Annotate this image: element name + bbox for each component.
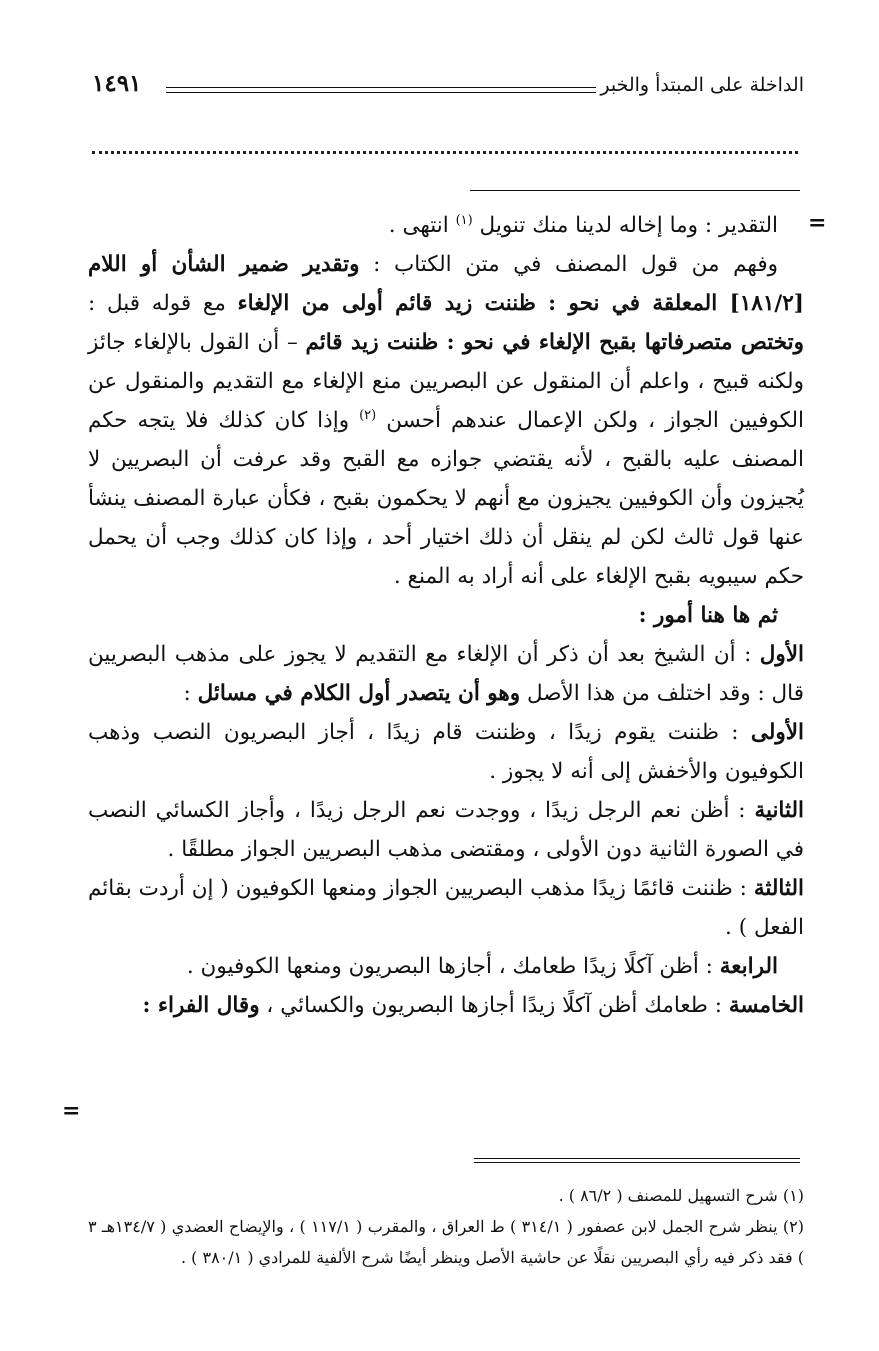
paragraph-2: وفهم من قول المصنف في متن الكتاب : وتقدير ضمير الشأن أو اللام [١٨١/٢] المعلقة في نحو : ظننت زيد قائم أولى من الإلغاء مع قوله قبل : وتختص متصرفاتها بقبح الإلغاء في نحو : ظننت زيد قائم – أن القول بالإلغاء جائز ولكنه قبيح ، واعلم أن المنقول عن البصريين منع الإلغاء مع التقديم والمنقول عن الكوفيين الجواز ، ولكن الإعمال عندهم أحسن $^{(٢)}$ وإذا كان كذلك فلا يتجه حكم المصنف عليه بالقبح ، لأنه يقتضي جوازه مع القبح وقد عرفت أن البصريين لا يُجيزون وأن الكوفيين يجيزون مع أنهم لا يحكمون بقبح ، فكأن عبارة المصنف ينشأ عنها قول ثالث لكن لم ينقل أن ذلك اختيار أحد ، وإذا كان كذلك وجب أن يحمل حكم سيبويه بقبح الإلغاء على أنه أراد به المنع . — [88, 252, 805, 589]
continuation-marker-end: = — [62, 1098, 81, 1124]
footnote-1: (١) شرح التسهيل للمصنف ( ٨٦/٢ ) . — [558, 1186, 804, 1205]
dotted-separator — [92, 151, 798, 154]
footnote-2: (٢) ينظر شرح الجمل لابن عصفور ( ٣١٤/١ ) ط العراق ، والمقرب ( ١١٧/١ ) ، والإيضاح العضدي ( ١٣٤/٧هـ ٣ ) فقد ذكر فيه رأي البصريين نقلًا عن حاشية الأصل وينظر أيضًا شرح الألفية للمرادي ( ٣٨٠/١ ) . — [88, 1217, 804, 1267]
footnote-ref-1[interactable]: (١) — [455, 212, 473, 228]
paragraph-issue-2: الثانية : أظن نعم الرجل زيدًا ، ووجدت نعم الرجل زيدًا ، وأجاز الكسائي النصب في الصورة الثانية دون الأولى ، ومقتضى مذهب البصريين الجواز مطلقًا . — [88, 798, 804, 862]
lead-first: الأول — [759, 642, 804, 667]
main-text — [88, 206, 804, 1025]
footnote-ref-2[interactable]: (٢) — [359, 407, 377, 423]
paragraph-first: الأول : أن الشيخ بعد أن ذكر أن الإلغاء مع التقديم لا يجوز على مذهب البصريين قال : وقد اختلف من هذا الأصل وهو أن يتصدر أول الكلام في مسائل : — [88, 642, 804, 706]
footnote-rule — [474, 1158, 800, 1163]
header-rule — [166, 87, 596, 93]
page-number: ١٤٩١ — [92, 70, 142, 97]
paragraph-issue-5: الخامسة : طعامك أظن آكلًا زيدًا أجازها البصريون والكسائي ، وقال الفراء : — [142, 993, 804, 1018]
running-header — [92, 70, 804, 108]
paragraph-3: ثم ها هنا أمور : — [638, 603, 778, 628]
footnotes — [88, 1180, 804, 1273]
paragraph-1: التقدير : وما إخاله لدينا منك تنويل $^{(١)}$ انتهى . — [388, 212, 778, 238]
continuation-rule — [470, 190, 800, 191]
header-title: الداخلة على المبتدأ والخبر — [600, 74, 804, 96]
paragraph-issue-4: الرابعة : أظن آكلًا زيدًا طعامك ، أجازها البصريون ومنعها الكوفيون . — [186, 954, 778, 979]
paragraph-issue-3: الثالثة : ظننت قائمًا زيدًا مذهب البصريين الجواز ومنعها الكوفيون ( إن أردت بقائم الفعل ) . — [88, 876, 804, 940]
continuation-marker-start: = — [808, 210, 827, 236]
paragraph-issue-1: الأولى : ظننت يقوم زيدًا ، وظننت قام زيدًا ، أجاز البصريون النصب وذهب الكوفيون والأخفش إلى أنه لا يجوز . — [88, 720, 804, 784]
